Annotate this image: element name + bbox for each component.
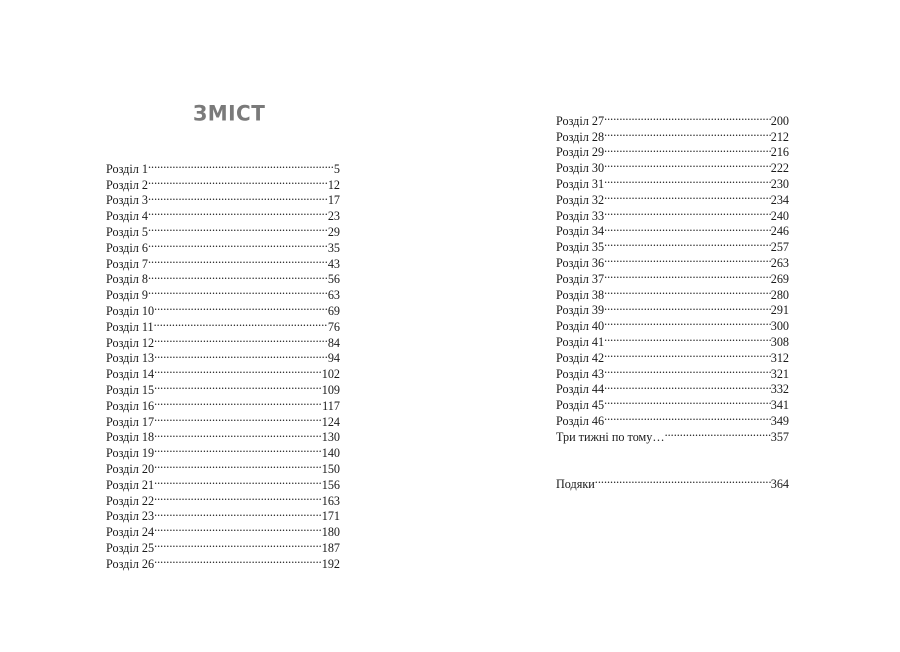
toc-entry-page-number: 257 bbox=[770, 240, 789, 255]
toc-entry-page-number: 300 bbox=[770, 319, 789, 334]
dot-leader bbox=[604, 330, 771, 346]
dot-leader bbox=[154, 536, 322, 552]
toc-entry-label: Розділ 28 bbox=[556, 129, 605, 144]
toc-entry-label: Розділ 29 bbox=[556, 145, 605, 160]
toc-entry-label: Розділ 5 bbox=[106, 224, 148, 239]
dot-leader bbox=[148, 283, 328, 299]
toc-entry-page-number: 43 bbox=[327, 256, 340, 271]
dot-leader bbox=[154, 489, 322, 505]
dot-leader bbox=[604, 141, 771, 157]
toc-entry-label: Розділ 7 bbox=[106, 256, 148, 271]
toc-entry-page-number: 230 bbox=[770, 176, 789, 191]
toc-entry-page-number: 124 bbox=[321, 414, 340, 429]
toc-entry-label: Розділ 26 bbox=[106, 556, 155, 571]
toc-entry[interactable] bbox=[556, 472, 789, 491]
toc-entry-page-number: 200 bbox=[770, 113, 789, 128]
dot-leader bbox=[604, 172, 771, 188]
dot-leader bbox=[154, 347, 328, 363]
toc-entry-label: Розділ 15 bbox=[106, 382, 155, 397]
toc-entry-label: Розділ 30 bbox=[556, 161, 605, 176]
toc-entry-page-number: 240 bbox=[770, 208, 789, 223]
toc-entry-label: Розділ 36 bbox=[556, 255, 605, 270]
toc-entry-label: Розділ 4 bbox=[106, 209, 148, 224]
dot-leader bbox=[154, 331, 328, 347]
toc-entry-label: Розділ 44 bbox=[556, 382, 605, 397]
toc-entry-label: Розділ 19 bbox=[106, 446, 155, 461]
dot-leader bbox=[595, 472, 771, 488]
toc-entry-label: Розділ 41 bbox=[556, 334, 605, 349]
toc-entry-page-number: 84 bbox=[327, 335, 340, 350]
dot-leader bbox=[148, 252, 328, 268]
toc-entry-label: Розділ 38 bbox=[556, 287, 605, 302]
dot-leader bbox=[604, 362, 771, 378]
toc-entry-page-number: 130 bbox=[321, 430, 340, 445]
toc-entry-label: Розділ 24 bbox=[106, 525, 155, 540]
toc-title: ЗМІСТ bbox=[193, 100, 266, 126]
toc-entry-label: Розділ 11 bbox=[106, 319, 154, 334]
dot-leader bbox=[604, 251, 771, 267]
toc-entry-label: Розділ 9 bbox=[106, 288, 148, 303]
toc-entry-label: Розділ 32 bbox=[556, 192, 605, 207]
dot-leader bbox=[154, 426, 322, 442]
toc-entry-label: Розділ 20 bbox=[106, 461, 155, 476]
toc-entry-label: Розділ 42 bbox=[556, 350, 605, 365]
dot-leader bbox=[604, 299, 771, 315]
dot-leader bbox=[604, 235, 771, 251]
dot-leader bbox=[154, 473, 322, 489]
dot-leader bbox=[154, 299, 328, 315]
toc-entry-page-number: 35 bbox=[327, 240, 340, 255]
toc-entry-label: Розділ 23 bbox=[106, 509, 155, 524]
toc-entry-page-number: 102 bbox=[321, 367, 340, 382]
toc-entry-page-number: 156 bbox=[321, 477, 340, 492]
toc-entry-label: Розділ 16 bbox=[106, 398, 155, 413]
dot-leader bbox=[148, 157, 334, 173]
toc-entry-page-number: 29 bbox=[327, 224, 340, 239]
dot-leader bbox=[154, 457, 322, 473]
toc-entry-page-number: 280 bbox=[770, 287, 789, 302]
toc-entry-page-number: 291 bbox=[770, 303, 789, 318]
toc-entry-label: Розділ 12 bbox=[106, 335, 155, 350]
toc-entry-page-number: 364 bbox=[770, 476, 789, 491]
toc-entry-page-number: 269 bbox=[770, 271, 789, 286]
dot-leader bbox=[604, 125, 771, 141]
toc-entry-label: Розділ 46 bbox=[556, 413, 605, 428]
dot-leader bbox=[154, 505, 322, 521]
dot-leader bbox=[154, 410, 322, 426]
dot-leader bbox=[148, 189, 328, 205]
toc-entry-label: Розділ 17 bbox=[106, 414, 155, 429]
dot-leader bbox=[604, 393, 771, 409]
toc-entry-label: Розділ 34 bbox=[556, 224, 605, 239]
toc-entry-label: Розділ 10 bbox=[106, 303, 155, 318]
dot-leader bbox=[665, 425, 771, 441]
toc-entry-label: Розділ 2 bbox=[106, 177, 148, 192]
toc-entry-page-number: 246 bbox=[770, 224, 789, 239]
dot-leader bbox=[604, 378, 771, 394]
toc-entry-page-number: 5 bbox=[333, 161, 340, 176]
dot-leader bbox=[154, 362, 322, 378]
toc-entry-page-number: 263 bbox=[770, 255, 789, 270]
dot-leader bbox=[604, 188, 771, 204]
toc-entry-label: Розділ 31 bbox=[556, 176, 605, 191]
toc-entry-page-number: 69 bbox=[327, 303, 340, 318]
toc-list-right bbox=[556, 109, 789, 444]
dot-leader bbox=[604, 267, 771, 283]
toc-entry-page-number: 109 bbox=[321, 382, 340, 397]
toc-entry-page-number: 187 bbox=[321, 540, 340, 555]
toc-entry-page-number: 63 bbox=[327, 288, 340, 303]
toc-entry-label: Розділ 8 bbox=[106, 272, 148, 287]
dot-leader bbox=[154, 520, 322, 536]
dot-leader bbox=[148, 268, 328, 284]
toc-entry-page-number: 357 bbox=[770, 429, 789, 444]
right-page bbox=[450, 0, 900, 652]
toc-entry-label: Подяки bbox=[556, 476, 595, 491]
toc-entry-label: Розділ 25 bbox=[106, 540, 155, 555]
toc-entry-page-number: 94 bbox=[327, 351, 340, 366]
toc-entry-page-number: 12 bbox=[327, 177, 340, 192]
toc-back-matter bbox=[556, 472, 789, 491]
toc-entry-page-number: 171 bbox=[321, 509, 340, 524]
toc-entry-page-number: 180 bbox=[321, 525, 340, 540]
toc-entry-page-number: 321 bbox=[770, 366, 789, 381]
dot-leader bbox=[604, 109, 771, 125]
dot-leader bbox=[154, 378, 322, 394]
toc-entry-label: Розділ 40 bbox=[556, 319, 605, 334]
toc-entry-page-number: 212 bbox=[770, 129, 789, 144]
dot-leader bbox=[154, 441, 322, 457]
dot-leader bbox=[148, 236, 328, 252]
toc-entry-page-number: 332 bbox=[770, 382, 789, 397]
toc-entry-label: Розділ 14 bbox=[106, 367, 155, 382]
toc-entry-page-number: 216 bbox=[770, 145, 789, 160]
toc-entry-page-number: 140 bbox=[321, 446, 340, 461]
toc-entry-page-number: 312 bbox=[770, 350, 789, 365]
toc-entry-label: Розділ 39 bbox=[556, 303, 605, 318]
toc-entry-label: Розділ 45 bbox=[556, 398, 605, 413]
toc-entry-page-number: 222 bbox=[770, 161, 789, 176]
toc-entry-page-number: 308 bbox=[770, 334, 789, 349]
dot-leader bbox=[604, 283, 771, 299]
dot-leader bbox=[604, 220, 771, 236]
toc-entry-label: Розділ 3 bbox=[106, 193, 148, 208]
toc-entry-label: Розділ 35 bbox=[556, 240, 605, 255]
toc-entry-page-number: 17 bbox=[327, 193, 340, 208]
toc-entry-label: Розділ 1 bbox=[106, 161, 148, 176]
dot-leader bbox=[604, 156, 771, 172]
dot-leader bbox=[154, 552, 322, 568]
toc-entry-label: Розділ 22 bbox=[106, 493, 155, 508]
toc-entry-label: Розділ 21 bbox=[106, 477, 155, 492]
toc-entry-page-number: 117 bbox=[322, 398, 340, 413]
toc-entry-page-number: 23 bbox=[327, 209, 340, 224]
dot-leader bbox=[154, 315, 328, 331]
toc-entry[interactable] bbox=[106, 157, 340, 176]
dot-leader bbox=[604, 204, 771, 220]
dot-leader bbox=[148, 173, 328, 189]
toc-entry-page-number: 150 bbox=[321, 461, 340, 476]
toc-entry-label: Розділ 43 bbox=[556, 366, 605, 381]
toc-entry-label: Розділ 37 bbox=[556, 271, 605, 286]
toc-entry-label: Розділ 6 bbox=[106, 240, 148, 255]
toc-entry-page-number: 163 bbox=[321, 493, 340, 508]
toc-entry-page-number: 56 bbox=[327, 272, 340, 287]
toc-entry-label: Розділ 33 bbox=[556, 208, 605, 223]
dot-leader bbox=[148, 220, 328, 236]
toc-entry-page-number: 192 bbox=[321, 556, 340, 571]
toc-list-left bbox=[106, 157, 340, 571]
dot-leader bbox=[154, 394, 322, 410]
toc-entry-page-number: 234 bbox=[770, 192, 789, 207]
toc-entry[interactable] bbox=[556, 109, 789, 128]
dot-leader bbox=[604, 409, 771, 425]
toc-entry-page-number: 341 bbox=[770, 398, 789, 413]
dot-leader bbox=[604, 346, 771, 362]
toc-entry-label: Розділ 27 bbox=[556, 113, 605, 128]
toc-entry-label: Розділ 13 bbox=[106, 351, 155, 366]
dot-leader bbox=[148, 204, 328, 220]
toc-entry-label: Три тижні по тому… bbox=[556, 429, 665, 444]
toc-entry-page-number: 349 bbox=[770, 413, 789, 428]
dot-leader bbox=[604, 314, 771, 330]
toc-entry-label: Розділ 18 bbox=[106, 430, 155, 445]
toc-entry-page-number: 76 bbox=[327, 319, 340, 334]
